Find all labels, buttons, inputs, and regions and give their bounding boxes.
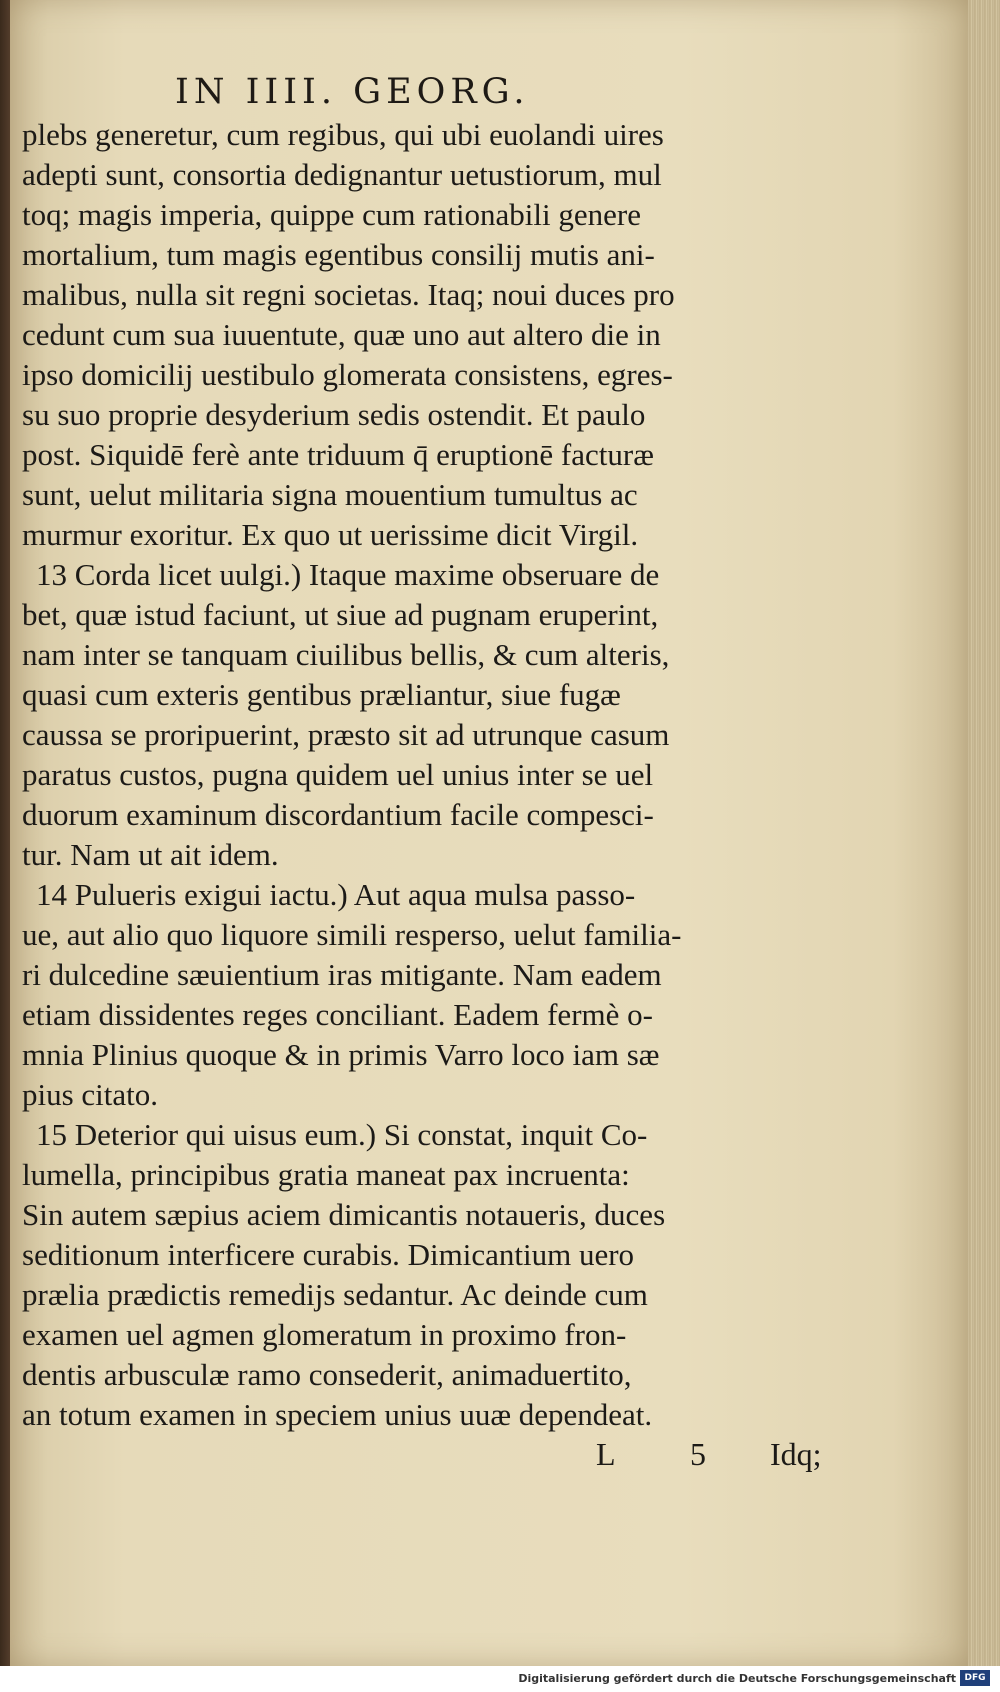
text-line: duorum examinum discordantium facile compesci- bbox=[22, 797, 654, 832]
text-line: ipso domicilij uestibulo glomerata consistens, egres- bbox=[22, 357, 673, 392]
text-line: 13 Corda licet uulgi.) Itaque maxime obseruare de bbox=[36, 557, 660, 592]
text-line: dentis arbusculæ ramo consederit, animaduertito, bbox=[22, 1357, 632, 1392]
text-line: bet, quæ istud faciunt, ut siue ad pugnam eruperint, bbox=[22, 597, 659, 632]
body-text bbox=[22, 115, 842, 1435]
text-line: 15 Deterior qui uisus eum.) Si constat, inquit Co- bbox=[36, 1117, 648, 1152]
text-line: prælia prædictis remedijs sedantur. Ac deinde cum bbox=[22, 1277, 648, 1312]
text-line: lumella, principibus gratia maneat pax incruenta: bbox=[22, 1157, 630, 1192]
text-line: mortalium, tum magis egentibus consilij mutis ani- bbox=[22, 237, 655, 272]
text-line: sunt, uelut militaria signa mouentium tumultus ac bbox=[22, 477, 638, 512]
text-line: etiam dissidentes reges conciliant. Eadem fermè o- bbox=[22, 997, 653, 1032]
text-line: toq; magis imperia, quippe cum rationabili genere bbox=[22, 197, 641, 232]
signature-number: 5 bbox=[690, 1436, 706, 1472]
text-line: post. Siquidē ferè ante triduum q̄ eruptionē facturæ bbox=[22, 437, 654, 472]
dfg-logo: DFG bbox=[960, 1670, 990, 1686]
text-line: tur. Nam ut ait idem. bbox=[22, 837, 279, 872]
text-line: cedunt cum sua iuuentute, quæ uno aut altero die in bbox=[22, 317, 661, 352]
text-line: plebs generetur, cum regibus, qui ubi euolandi uires bbox=[22, 117, 664, 152]
text-line: pius citato. bbox=[22, 1077, 159, 1112]
text-line: 14 Pulueris exigui iactu.) Aut aqua mulsa passo- bbox=[36, 877, 636, 912]
text-line: caussa se proripuerint, præsto sit ad utrunque casum bbox=[22, 717, 670, 752]
text-line: seditionum interficere curabis. Dimicantium uero bbox=[22, 1237, 635, 1272]
text-line: murmur exoritur. Ex quo ut uerissime dicit Virgil. bbox=[22, 517, 639, 552]
text-line: ri dulcedine sæuientium iras mitigante. Nam eadem bbox=[22, 957, 662, 992]
text-line: paratus custos, pugna quidem uel unius inter se uel bbox=[22, 757, 654, 792]
text-line: ue, aut alio quo liquore simili resperso, uelut familia- bbox=[22, 917, 682, 952]
text-line: adepti sunt, consortia dedignantur uetustiorum, mul bbox=[22, 157, 662, 192]
footer-credit: Digitalisierung gefördert durch die Deutsche Forschungsgemeinschaft bbox=[518, 1672, 956, 1685]
catchword: Idq; bbox=[770, 1436, 822, 1472]
text-line: su suo proprie desyderium sedis ostendit. Et paulo bbox=[22, 397, 646, 432]
text-line: nam inter se tanquam ciuilibus bellis, & cum alteris, bbox=[22, 637, 670, 672]
text-line: Sin autem sæpius aciem dimicantis notaueris, duces bbox=[22, 1197, 666, 1232]
text-line: quasi cum exteris gentibus præliantur, siue fugæ bbox=[22, 677, 621, 712]
page-edges bbox=[968, 0, 1000, 1666]
text-line: an totum examen in speciem unius uuæ dependeat. bbox=[22, 1397, 653, 1432]
signature-letter: L bbox=[596, 1436, 616, 1472]
text-line: examen uel agmen glomeratum in proximo fron- bbox=[22, 1317, 627, 1352]
text-line: mnia Plinius quoque & in primis Varro loco iam sæ bbox=[22, 1037, 660, 1072]
text-line: malibus, nulla sit regni societas. Itaq; noui duces pro bbox=[22, 277, 675, 312]
running-header: IN IIII. GEORG. bbox=[175, 72, 530, 112]
